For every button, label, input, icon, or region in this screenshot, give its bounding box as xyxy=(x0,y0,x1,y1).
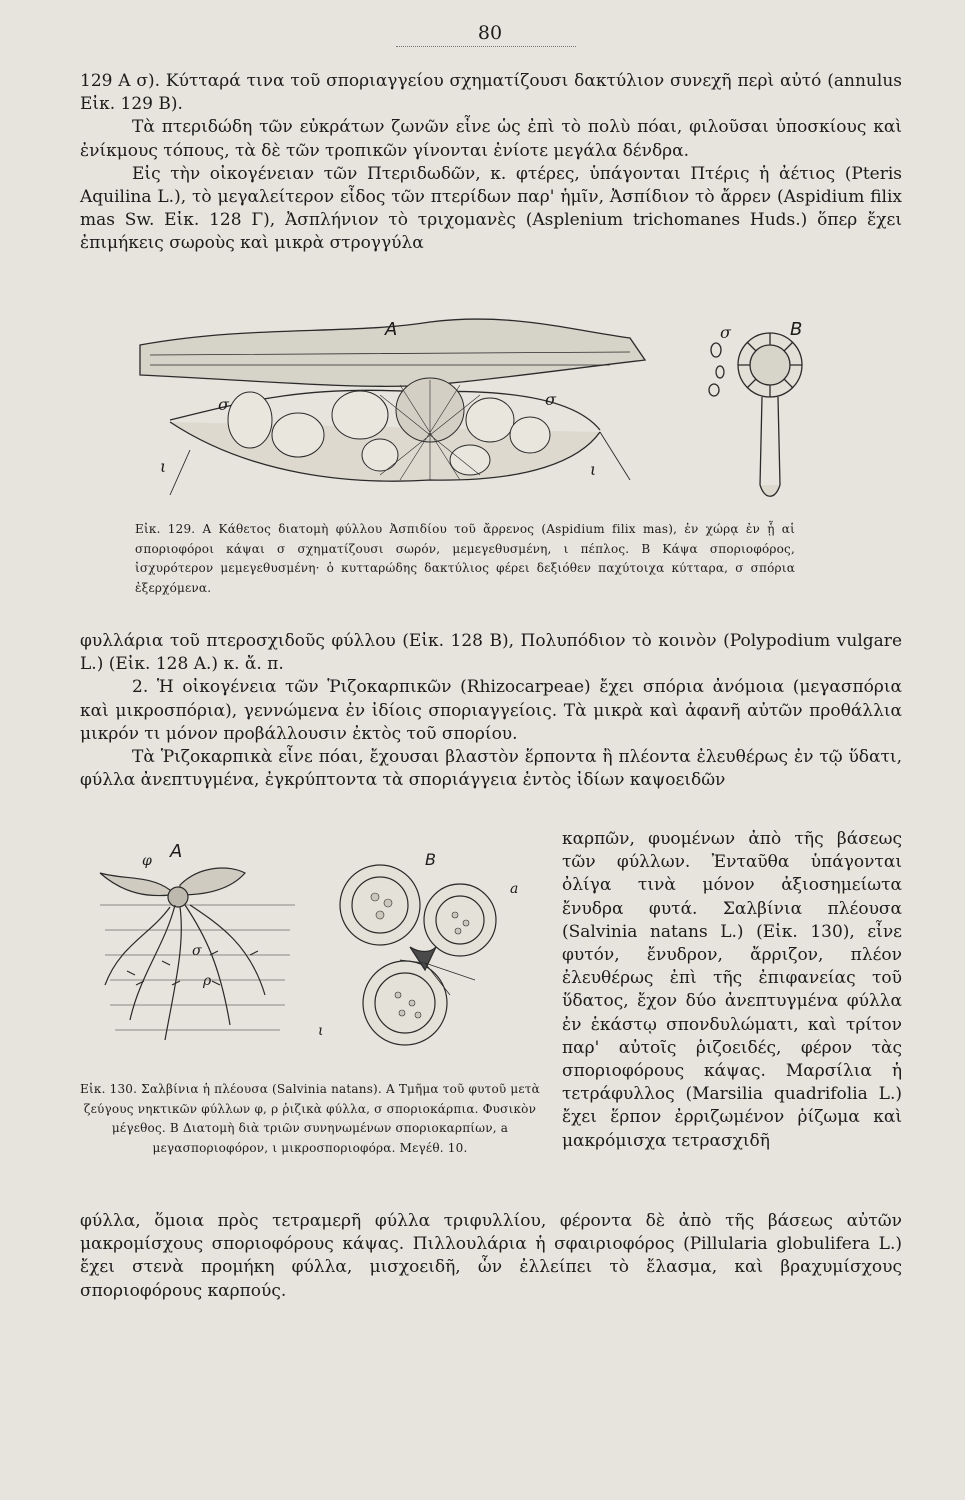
fig130-label-b: B xyxy=(425,850,436,869)
paragraph-1: 129 Α σ). Κύτταρά τινα τοῦ σποριαγγείου σχηματίζουσι δακτύλιον συνεχῆ περὶ αὐτό (annulus Εἰκ. 129 Β). xyxy=(80,71,902,115)
fig130-label-sigma: σ xyxy=(192,943,202,959)
paragraph-6a: Τὰ Ῥιζοκαρπικὰ εἶνε πόαι, ἔχουσαι βλαστὸν ἕρποντα ἢ πλέοντα ἐλευθέρως ἐν τῷ ὕδατι, φύλλα ἀνεπτυγμένα, ἐγκρύπτοντα τὰ σποριάγγεια ἐντὸς ἰδίων καψοειδῶν xyxy=(80,747,902,791)
fig130-label-alpha: a xyxy=(510,881,519,897)
fig129-label-sigma-left: σ xyxy=(218,395,229,414)
fig130-label-a: A xyxy=(170,841,183,862)
bottom-text-block xyxy=(80,1210,902,1303)
fig129-label-iota-right: ι xyxy=(590,460,597,479)
fig130-label-rho: ρ xyxy=(203,973,212,989)
fig129-label-b: B xyxy=(790,319,803,340)
figure-129-illustration xyxy=(130,310,830,510)
paragraph-5: 2. Ἡ οἰκογένεια τῶν Ῥιζοκαρπικῶν (Rhizocarpeae) ἔχει σπόρια ἀνόμοια (μεγασπόρια καὶ μικροσπόρια), γεννώμενα ἐν ἰδίοις σποριαγγείοις. Τὰ μικρὰ καὶ ἀφανῆ αὐτῶν προθάλλια μικρόν τι μόνον προβάλλουσιν ἐκτὸς τοῦ σπορίου. xyxy=(80,677,902,744)
figure-129-caption: Εἰκ. 129. Α Κάθετος διατομὴ φύλλου Ἀσπιδίου τοῦ ἄρρενος (Aspidium filix mas), ἐν χώρᾳ ἐν ᾗ αἱ σποριοφόροι κάψαι σ σχηματίζουσι σωρόν, μεμεγεθυσμένη, ι πέπλος. Β Κάψα σποριοφόρος, ἰσχυρότερον μεμεγεθυσμένη· ὁ κυτταρώδης δακτύλιος φέρει δεξιόθεν παχύτοιχα κύτταρα, σ σπόρια ἐξερχόμενα. xyxy=(135,522,795,595)
fig130-label-iota: ι xyxy=(318,1023,324,1039)
fig129-label-sigma-right: σ xyxy=(545,390,556,409)
figure-130-illustration xyxy=(80,835,545,1070)
page-number: 80 xyxy=(477,22,503,44)
paragraph-7: φύλλα, ὅμοια πρὸς τετραμερῆ φύλλα τριφυλλίου, φέροντα δὲ ἀπὸ τῆς βάσεως αὐτῶν μακρομίσχους σποριοφόρους κάψας. Πιλλουλάρια ἡ σφαιριοφόρος (Pillularia globulifera L.) ἔχει στενὰ προμήκη φύλλα, μισχοειδῆ, ὧν ἐλλείπει τὸ ἔλασμα, καὶ βραχυμίσχους σποριοφόρους καρπούς. xyxy=(80,1211,902,1301)
fig129-label-iota-left: ι xyxy=(160,457,167,476)
fig129-label-a: A xyxy=(385,319,398,340)
paragraph-4: φυλλάρια τοῦ πτεροσχιδοῦς φύλλου (Εἰκ. 128 Β), Πολυπόδιον τὸ κοινὸν (Polypodium vulgare L.) (Εἰκ. 128 Α.) κ. ἄ. π. xyxy=(80,631,902,675)
top-text-block xyxy=(80,70,902,256)
header-rule xyxy=(396,46,576,47)
figure-130-caption: Εἰκ. 130. Σαλβίνια ἡ πλέουσα (Salvinia natans). Α Τμῆμα τοῦ φυτοῦ μετὰ ζεύγους νηκτικῶν φύλλων φ, ρ ῥιζικὰ φύλλα, σ σποριοκάρπια. Φυσικὸν μέγεθος. Β Διατομὴ διὰ τριῶν συνηνωμένων σποριοκαρπίων, a μεγασποριοφόρον, ι μικροσποριοφόρα. Μεγέθ. 10. xyxy=(80,1082,540,1155)
fig130-label-phi: φ xyxy=(142,853,152,869)
paragraph-2: Τὰ πτεριδώδη τῶν εὐκράτων ζωνῶν εἶνε ὡς ἐπὶ τὸ πολὺ πόαι, φιλοῦσαι ὑποσκίους καὶ ἐνίκμους τόπους, τὰ δὲ τῶν τροπικῶν γίνονται ἐνίοτε μεγάλα δένδρα. xyxy=(80,117,902,161)
middle-text-block xyxy=(80,630,902,792)
paragraph-6b: καρπῶν, φυομένων ἀπὸ τῆς βάσεως τῶν φύλλων. Ἐνταῦθα ὑπάγονται ὀλίγα τινὰ μόνον ἀξιοσημείωτα ἔνυδρα φυτά. Σαλβίνια πλέουσα (Salvinia natans L.) (Εἰκ. 130), εἶνε φυτόν, ἔνυδρον, ἄρριζον, πλέον ἐλευθέρως ἐπὶ τῆς ἐπιφανείας τοῦ ὕδατος, ἔχον δύο ἀνεπτυγμένα φύλλα ἐν ἑκάστῳ σπονδυλώματι, καὶ τρίτον παρ' αὐτοῖς ῥιζοειδές, φέρον τὰς σποριοφόρους κάψας. Μαρσίλια ἡ τετράφυλλος (Marsilia quadrifolia L.) ἔχει ἕρπον ἐρριζωμένον ῥίζωμα καὶ μακρόμισχα τετρασχιδῆ xyxy=(562,829,902,1151)
paragraph-3: Εἰς τὴν οἰκογένειαν τῶν Πτεριδωδῶν, κ. φτέρες, ὑπάγονται Πτέρις ἡ ἀέτιος (Pteris Aquilina L.), τὸ μεγαλείτερον εἶδος τῶν πτερίδων παρ' ἡμῖν, Ἀσπίδιον τὸ ἄρρεν (Aspidium filix mas Sw. Εἰκ. 128 Γ), Ἀσπλήνιον τὸ τριχομανὲς (Asplenium trichomanes Huds.) ὅπερ ἔχει ἐπιμήκεις σωροὺς καὶ μικρὰ στρογγύλα xyxy=(80,163,902,254)
fig129-label-sigma-b: σ xyxy=(720,323,731,342)
right-column-text xyxy=(562,828,902,1153)
